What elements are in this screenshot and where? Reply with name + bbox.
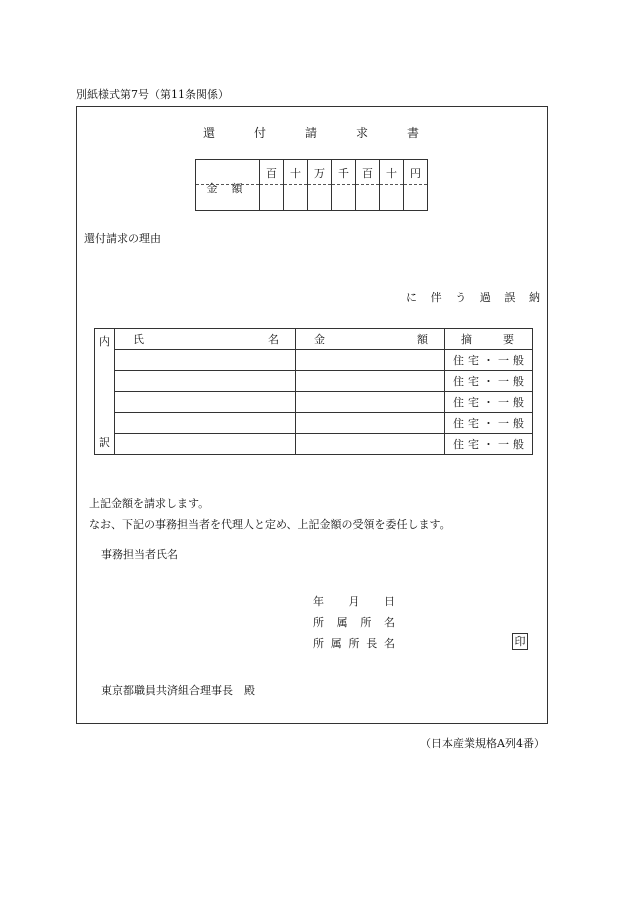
amount-unit: 百 [362,167,373,180]
reason-suffix-char: 誤 [504,291,516,304]
title-char: 還 [203,126,216,140]
amount-digit-cell[interactable] [380,160,404,211]
amount-unit: 円 [410,167,421,180]
amount-digit-cell[interactable] [332,160,356,211]
day-label: 日 [384,595,395,608]
amount-unit: 万 [314,167,325,180]
amount-digit-cell[interactable] [404,160,428,211]
side-bottom-char: 訳 [99,436,110,449]
month-label: 月 [348,595,360,608]
title-char: 付 [253,126,266,140]
department-head-name-field[interactable]: 所 属 所 長 名 [313,637,395,650]
header-amount: 金 額 [296,329,445,350]
amount-digit-cell[interactable] [260,160,284,211]
paper-size-note: （日本産業規格A列4番） [420,737,545,750]
addressee: 東京都職員共済組合理事長 殿 [101,684,255,697]
seal-mark: 印 [512,633,528,650]
breakdown-side-label [95,329,115,455]
title-char: 求 [355,126,368,140]
table-row [95,350,533,371]
amount-box [195,159,428,211]
table-row [95,392,533,413]
reason-suffix-char: 納 [528,291,540,304]
department-name-field[interactable]: 所 属 所 名 [313,616,395,629]
amount-cell[interactable] [296,350,445,371]
name-cell[interactable] [115,434,296,455]
form-title [203,124,419,141]
amount-cell[interactable] [296,434,445,455]
remark-cell: 住 宅 ・ 一 般 [445,371,533,392]
name-cell[interactable] [115,350,296,371]
remark-cell: 住 宅 ・ 一 般 [445,350,533,371]
reason-suffix-char: 伴 [430,291,442,304]
amount-cell[interactable] [296,371,445,392]
amount-digit-cell[interactable] [308,160,332,211]
reason-suffix-char: に [406,291,417,304]
request-statement: 上記金額を請求します。 [89,497,210,510]
table-row [95,371,533,392]
title-char: 書 [406,126,419,140]
table-row [95,413,533,434]
form-number-note: 別紙様式第7号（第11条関係） [76,88,229,101]
reason-label: 還付請求の理由 [84,232,161,245]
year-label: 年 [313,595,324,608]
amount-label: 金額 [206,182,257,195]
header-remarks: 摘 要 [445,329,533,350]
amount-digit-cell[interactable] [356,160,380,211]
clerk-name-label: 事務担当者氏名 [101,548,178,561]
reason-suffix [406,289,540,305]
amount-unit: 百 [266,167,277,180]
table-header-row [95,329,533,350]
name-cell[interactable] [115,413,296,434]
amount-cell[interactable] [296,413,445,434]
reason-suffix-char: 過 [479,291,491,304]
reason-suffix-char: う [455,291,467,304]
amount-dash-line [196,184,259,185]
amount-unit: 十 [290,167,301,180]
side-top-char: 内 [99,335,110,348]
amount-label-cell [196,160,260,211]
amount-cell[interactable] [296,392,445,413]
table-row [95,434,533,455]
header-name: 氏 名 [115,329,296,350]
remark-cell: 住 宅 ・ 一 般 [445,434,533,455]
amount-unit: 千 [338,167,349,180]
delegation-statement: なお、下記の事務担当者を代理人と定め、上記金額の受領を委任します。 [89,518,451,531]
date-field[interactable] [313,593,395,609]
title-char: 請 [304,126,317,140]
remark-cell: 住 宅 ・ 一 般 [445,413,533,434]
amount-unit: 十 [386,167,397,180]
breakdown-table [94,328,533,455]
remark-cell: 住 宅 ・ 一 般 [445,392,533,413]
amount-digit-cell[interactable] [284,160,308,211]
name-cell[interactable] [115,392,296,413]
name-cell[interactable] [115,371,296,392]
